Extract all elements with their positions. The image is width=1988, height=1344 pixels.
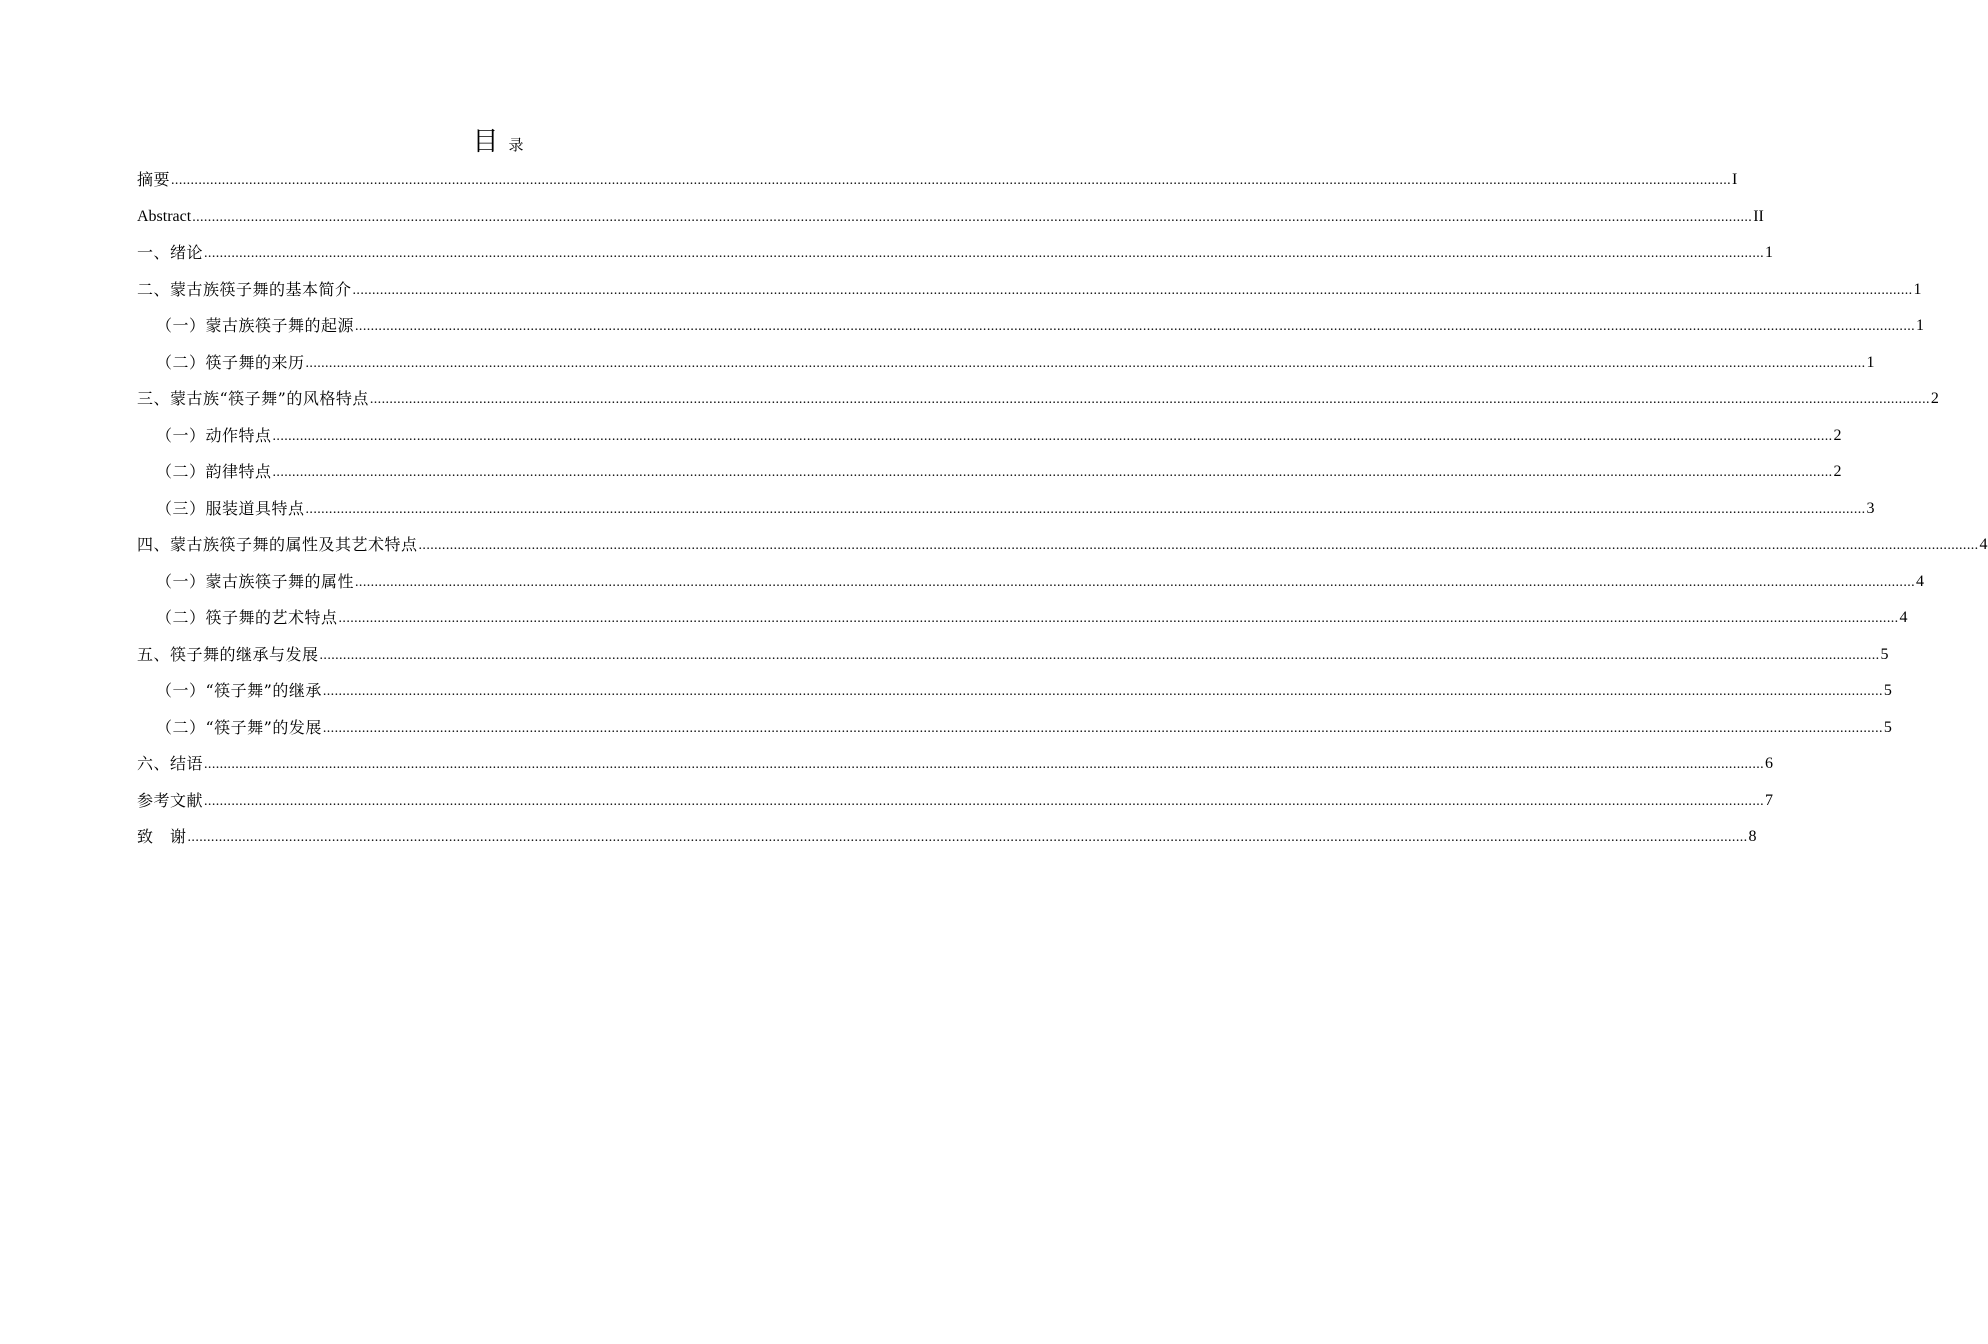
toc-dot-leader: ................................................................................................................................................................................................................................................................................................................................................................................................................ [171, 173, 1732, 189]
toc-title-sub: 录 [508, 136, 524, 154]
toc-entry[interactable] [137, 491, 1875, 528]
toc-dot-leader: ................................................................................................................................................................................................................................................................................................................................................................................................................ [319, 647, 1880, 663]
toc-entry-label: 致 谢 [137, 827, 187, 847]
toc-entry-page-number: I [1732, 171, 1738, 189]
toc-entry-page-number: 7 [1765, 791, 1774, 809]
toc-entry-label: 三、蒙古族“筷子舞”的风格特点 [137, 389, 369, 409]
toc-entry-label: （一）动作特点 [156, 425, 272, 445]
toc-dot-leader: ................................................................................................................................................................................................................................................................................................................................................................................................................ [418, 538, 1979, 554]
toc-entry[interactable] [137, 418, 1842, 455]
toc-dot-leader: ................................................................................................................................................................................................................................................................................................................................................................................................................ [369, 392, 1930, 408]
toc-title-main: 目 [472, 127, 499, 157]
toc-entry[interactable] [137, 710, 1892, 747]
toc-entry-page-number: II [1753, 207, 1764, 225]
toc-entry-page-number: 5 [1883, 718, 1892, 736]
toc-entry-page-number: 3 [1866, 499, 1875, 517]
toc-dot-leader: ................................................................................................................................................................................................................................................................................................................................................................................................................ [305, 355, 1866, 371]
toc-entry-label: 四、蒙古族筷子舞的属性及其艺术特点 [137, 535, 418, 555]
table-of-contents [137, 162, 1988, 856]
toc-dot-leader: ................................................................................................................................................................................................................................................................................................................................................................................................................ [322, 720, 1883, 736]
toc-dot-leader: ................................................................................................................................................................................................................................................................................................................................................................................................................ [192, 209, 1753, 225]
toc-entry-page-number: 5 [1880, 645, 1889, 663]
toc-entry-label: （二）“筷子舞”的发展 [156, 717, 322, 737]
toc-entry[interactable] [137, 162, 1738, 199]
toc-entry-page-number: 1 [1916, 317, 1925, 335]
toc-entry[interactable] [137, 819, 1757, 856]
toc-dot-leader: ................................................................................................................................................................................................................................................................................................................................................................................................................ [352, 282, 1913, 298]
toc-entry-label: 六、结语 [137, 754, 204, 774]
toc-entry-label: （二）筷子舞的艺术特点 [156, 608, 338, 628]
toc-entry-label: 摘要 [137, 170, 171, 190]
toc-entry-page-number: 6 [1765, 755, 1774, 773]
toc-dot-leader: ................................................................................................................................................................................................................................................................................................................................................................................................................ [322, 684, 1883, 700]
toc-entry-label: （三）服装道具特点 [156, 498, 305, 518]
toc-dot-leader: ................................................................................................................................................................................................................................................................................................................................................................................................................ [272, 465, 1833, 481]
toc-entry[interactable] [137, 746, 1774, 783]
toc-entry[interactable] [137, 308, 1925, 345]
toc-dot-leader: ................................................................................................................................................................................................................................................................................................................................................................................................................ [355, 319, 1916, 335]
toc-entry[interactable] [137, 564, 1925, 601]
toc-dot-leader: ................................................................................................................................................................................................................................................................................................................................................................................................................ [338, 611, 1899, 627]
toc-dot-leader: ................................................................................................................................................................................................................................................................................................................................................................................................................ [204, 757, 1765, 773]
toc-entry-label: （二）筷子舞的来历 [156, 352, 305, 372]
toc-entry-page-number: 1 [1913, 280, 1922, 298]
toc-entry-page-number: 4 [1979, 536, 1988, 554]
toc-entry-label: 一、绪论 [137, 243, 204, 263]
toc-entry-page-number: 4 [1916, 572, 1925, 590]
toc-dot-leader: ................................................................................................................................................................................................................................................................................................................................................................................................................ [272, 428, 1833, 444]
toc-entry[interactable] [137, 600, 1908, 637]
toc-entry-label: （一）蒙古族筷子舞的属性 [156, 571, 355, 591]
toc-dot-leader: ................................................................................................................................................................................................................................................................................................................................................................................................................ [355, 574, 1916, 590]
toc-entry-page-number: 5 [1883, 682, 1892, 700]
toc-dot-leader: ................................................................................................................................................................................................................................................................................................................................................................................................................ [305, 501, 1866, 517]
toc-entry-page-number: 2 [1930, 390, 1939, 408]
toc-entry-page-number: 2 [1833, 463, 1842, 481]
toc-entry-label: 参考文献 [137, 790, 204, 810]
toc-entry[interactable] [137, 673, 1892, 710]
toc-entry-page-number: 8 [1748, 828, 1757, 846]
toc-entry[interactable] [137, 527, 1988, 564]
toc-entry[interactable] [137, 345, 1875, 382]
toc-entry-label: （一）“筷子舞”的继承 [156, 681, 322, 701]
toc-entry-label: 二、蒙古族筷子舞的基本简介 [137, 279, 352, 299]
toc-title [0, 124, 996, 163]
toc-entry-label: Abstract [137, 207, 192, 225]
toc-entry-label: （二）韵律特点 [156, 462, 272, 482]
toc-dot-leader: ................................................................................................................................................................................................................................................................................................................................................................................................................ [187, 830, 1748, 846]
toc-entry[interactable] [137, 199, 1764, 236]
toc-entry[interactable] [137, 381, 1939, 418]
toc-entry[interactable] [137, 454, 1842, 491]
toc-entry-page-number: 4 [1899, 609, 1908, 627]
toc-entry[interactable] [137, 272, 1922, 309]
toc-entry-page-number: 1 [1765, 244, 1774, 262]
toc-dot-leader: ................................................................................................................................................................................................................................................................................................................................................................................................................ [204, 793, 1765, 809]
toc-entry-page-number: 2 [1833, 426, 1842, 444]
toc-entry-label: 五、筷子舞的继承与发展 [137, 644, 319, 664]
toc-entry[interactable] [137, 235, 1774, 272]
toc-entry-label: （一）蒙古族筷子舞的起源 [156, 316, 355, 336]
toc-dot-leader: ................................................................................................................................................................................................................................................................................................................................................................................................................ [204, 246, 1765, 262]
toc-entry[interactable] [137, 783, 1774, 820]
toc-entry-page-number: 1 [1866, 353, 1875, 371]
toc-entry[interactable] [137, 637, 1889, 674]
